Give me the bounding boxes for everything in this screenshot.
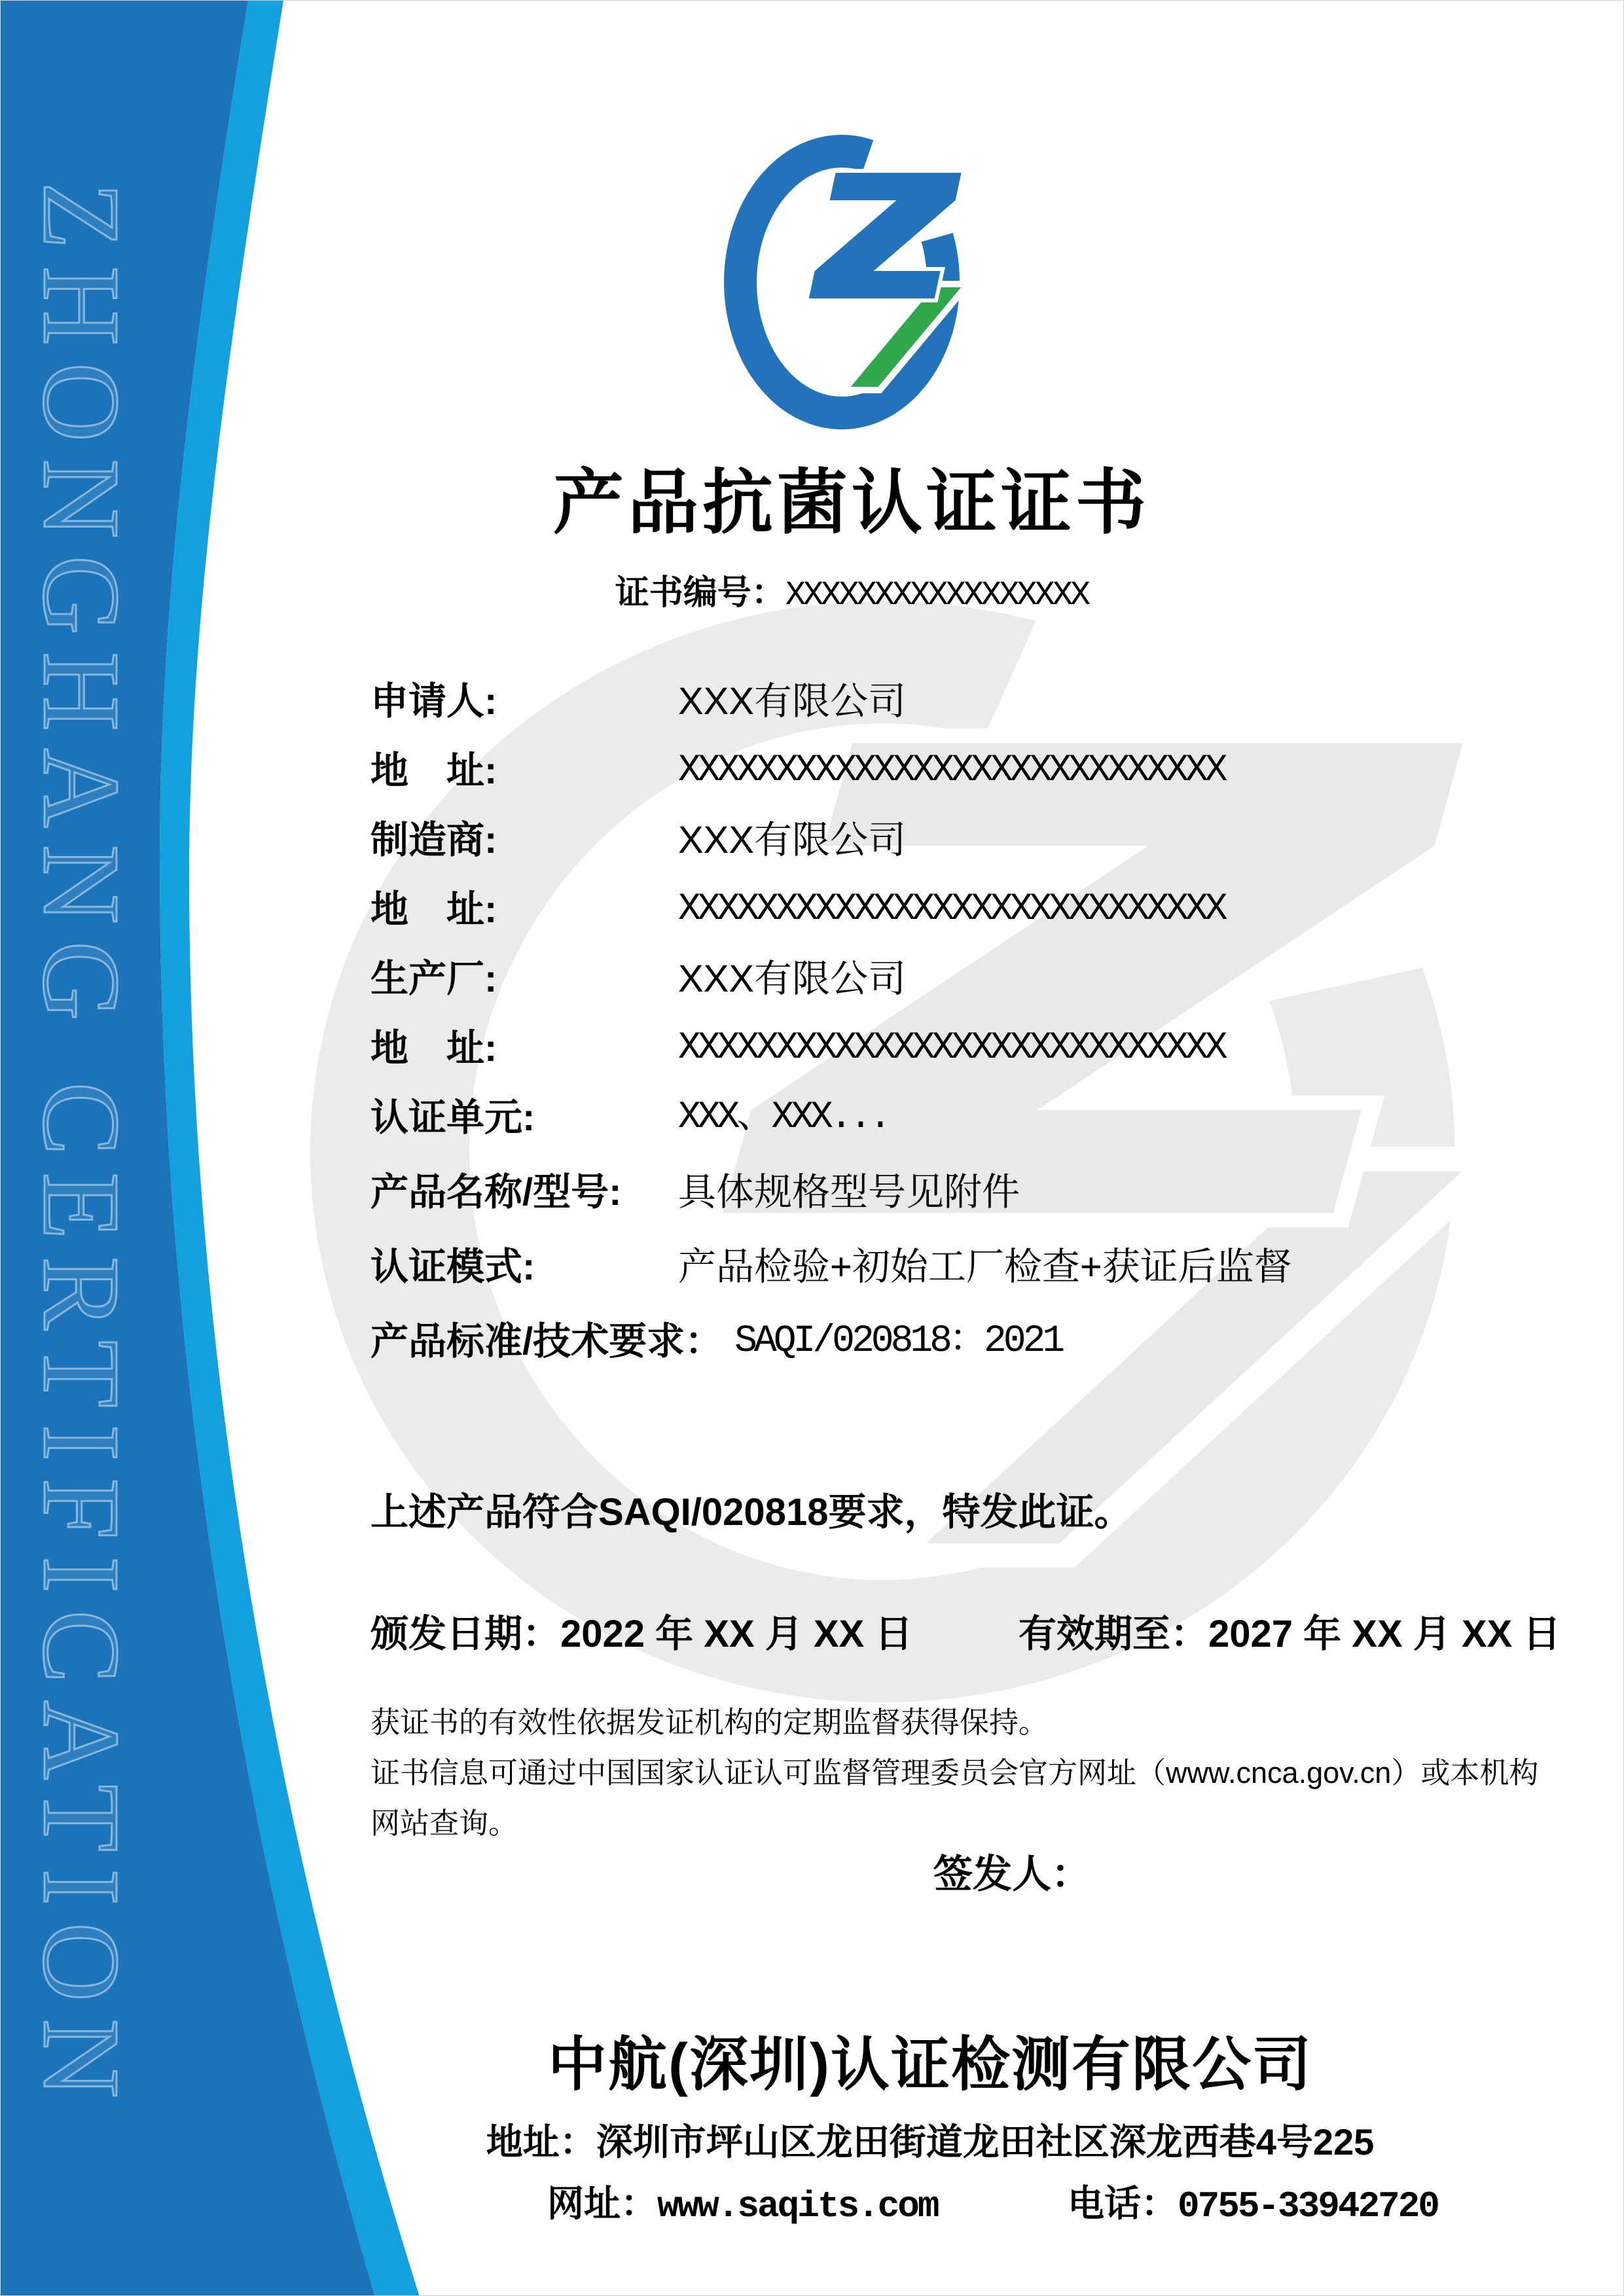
footer-phone-label: 电话： — [1068, 2183, 1178, 2224]
field-label: 地 址: — [370, 1027, 497, 1069]
certificate-number-value: XXXXXXXXXXXXXXXXX — [785, 576, 1089, 615]
footer-website-value: www.saqits.com — [657, 2185, 938, 2227]
valid-until-date — [1019, 1603, 1561, 1658]
issuer-label: 签发人： — [933, 1852, 1091, 1896]
note-line: 证书信息可通过中国国家认证认可监督管理委员会官方网址（www.cnca.gov.cn）或本机构 — [370, 1756, 1539, 1789]
field-value: 产品检验+初始工厂检查+获证后监督 — [678, 1246, 1292, 1288]
field-value: SAQI/020818：2021 — [734, 1320, 1062, 1363]
certificate-content — [1, 1, 1623, 2295]
field-row-manufacturer — [370, 820, 1516, 861]
field-label: 产品标准/技术要求： — [370, 1320, 723, 1363]
field-row-product-name-model — [370, 1172, 1516, 1213]
field-label: 地 址: — [370, 749, 497, 792]
field-label: 认证模式: — [370, 1246, 535, 1288]
sidebar-vertical-text: ZHONGHANG CERTIFICATION — [20, 182, 142, 2115]
issue-date — [370, 1603, 1019, 1658]
certificate-number-row — [197, 565, 1506, 615]
field-row-applicant — [370, 681, 1516, 722]
note-line: 获证书的有效性依据发证机构的定期监督获得保持。 — [370, 1706, 1049, 1739]
field-value: XXXXXXXXXXXXXXXXXXXXXXXXXXXX — [678, 888, 1225, 931]
fine-print-notes — [370, 1697, 1538, 1848]
dates-row — [370, 1603, 1561, 1658]
field-label: 制造商: — [370, 819, 497, 861]
footer-phone-value: 0755-33942720 — [1178, 2185, 1438, 2227]
field-label: 产品名称/型号: — [370, 1171, 622, 1213]
field-value: XXXXXXXXXXXXXXXXXXXXXXXXXXXX — [678, 1027, 1225, 1069]
certificate-title: 产品抗菌认证证书 — [552, 463, 1150, 542]
certificate-number-label: 证书编号： — [615, 574, 785, 612]
field-value: XXX有限公司 — [678, 819, 907, 861]
company-logo-icon — [711, 128, 992, 429]
field-label: 地 址: — [370, 888, 497, 931]
note-line: 网站查询。 — [370, 1806, 518, 1840]
footer-address — [276, 2113, 1585, 2166]
field-row-manufacturer-address — [370, 889, 1516, 930]
field-row-factory — [370, 959, 1516, 999]
valid-until-value: 2027 年 XX 月 XX 日 — [1208, 1613, 1561, 1655]
footer-contact-row — [547, 2175, 1464, 2227]
field-label: 申请人: — [370, 680, 497, 723]
field-value: 具体规格型号见附件 — [678, 1171, 1020, 1213]
conformity-statement: 上述产品符合SAQI/020818要求，特发此证。 — [370, 1491, 1132, 1534]
issuing-company-name: 中航(深圳)认证检测有限公司 — [548, 2032, 1312, 2098]
field-value: XXX有限公司 — [678, 680, 907, 723]
footer-phone — [1068, 2175, 1438, 2227]
issue-date-value: 2022 年 XX 月 XX 日 — [560, 1613, 913, 1655]
field-value: XXX、XXX... — [678, 1096, 889, 1139]
field-row-certification-unit — [370, 1098, 1516, 1138]
field-row-factory-address — [370, 1028, 1516, 1069]
field-value: XXX有限公司 — [678, 958, 907, 1000]
field-row-product-standard — [370, 1321, 1516, 1362]
field-row-certification-mode — [370, 1247, 1516, 1287]
field-value: XXXXXXXXXXXXXXXXXXXXXXXXXXXX — [678, 749, 1225, 792]
certificate-fields — [370, 681, 1516, 1396]
field-label: 生产厂: — [370, 958, 497, 1000]
field-label: 认证单元: — [370, 1096, 535, 1139]
footer-address-label: 地址： — [486, 2121, 596, 2162]
footer-website — [547, 2175, 1068, 2227]
footer-address-value: 深圳市坪山区龙田街道龙田社区深龙西巷4号225 — [596, 2121, 1375, 2162]
issue-date-label: 颁发日期： — [370, 1613, 561, 1655]
field-row-applicant-address — [370, 751, 1516, 791]
valid-until-label: 有效期至： — [1019, 1613, 1209, 1655]
footer-website-label: 网址： — [547, 2183, 657, 2224]
